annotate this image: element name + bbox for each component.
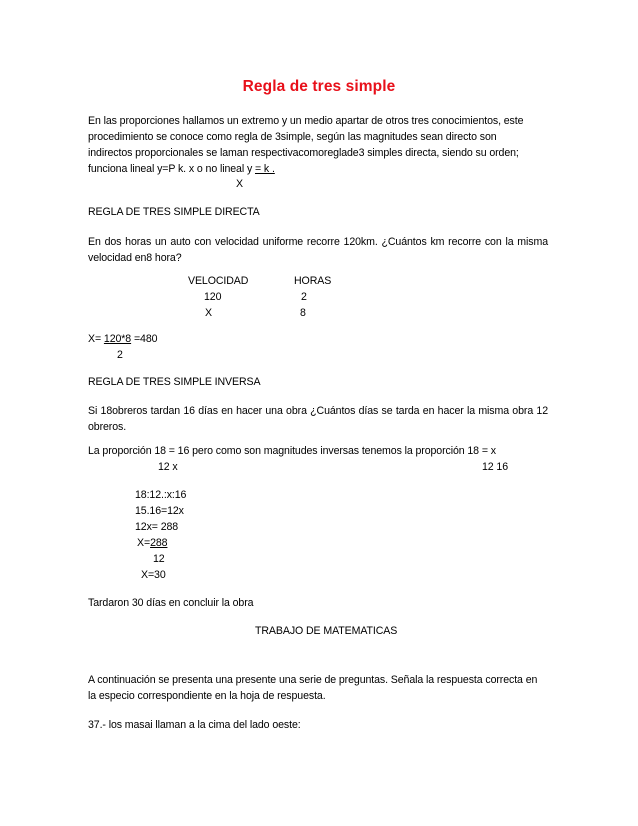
intro-line-2: procedimiento se conoce como regla de 3simple, según las magnitudes sean directo son	[88, 131, 497, 143]
heading-trabajo: TRABAJO DE MATEMATICAS	[255, 625, 398, 637]
inversa-proportion-line-1: La proporción 18 = 16 pero como son magnitudes inversas tenemos la proporción 18 = x	[88, 445, 496, 457]
intro-fraction-denominator: X	[236, 178, 243, 190]
directa-result	[88, 333, 157, 346]
directa-row2-col1: X	[205, 307, 212, 319]
directa-col1-header: VELOCIDAD	[188, 275, 249, 287]
trabajo-intro-line-1: A continuación se presenta una presente una serie de preguntas. Señala la respuesta correcta en	[88, 674, 538, 686]
directa-row2-col2: 8	[300, 307, 306, 319]
inversa-step-1: 18:12.:x:16	[135, 489, 187, 501]
directa-row1-col1: 120	[204, 291, 222, 303]
intro-line-4-text: funciona lineal y=P k. x o no lineal y	[88, 163, 255, 175]
directa-problem-line-2: velocidad en8 hora?	[88, 252, 182, 264]
trabajo-question-37: 37.- los masai llaman a la cima del lado oeste:	[88, 719, 301, 731]
inversa-proportion-right-denominator: 12 16	[482, 461, 509, 473]
directa-result-prefix: X=	[88, 333, 104, 345]
directa-problem-line-1: En dos horas un auto con velocidad uniforme recorre 120km. ¿Cuántos km recorre con la misma	[88, 236, 548, 248]
heading-directa: REGLA DE TRES SIMPLE DIRECTA	[88, 206, 260, 218]
inversa-step-4-numerator: 288	[150, 537, 168, 549]
directa-result-value: =480	[131, 333, 158, 345]
intro-line-3: indirectos proporcionales se laman respectivacomoreglade3 simples directa, siendo su orden;	[88, 147, 519, 159]
intro-line-1: En las proporciones hallamos un extremo y un medio apartar de otros tres conocimientos, este	[88, 115, 524, 127]
inversa-step-4-denominator: 12	[153, 553, 165, 565]
directa-result-denominator: 2	[117, 349, 123, 361]
intro-line-4	[88, 163, 275, 176]
directa-result-numerator: 120*8	[103, 333, 132, 345]
document-title: Regla de tres simple	[242, 78, 396, 95]
inversa-proportion-left-denominator: 12 x	[158, 461, 178, 473]
directa-col2-header: HORAS	[294, 275, 332, 287]
inversa-problem-line-2: obreros.	[88, 421, 127, 433]
inversa-step-4-prefix: X=	[137, 537, 151, 549]
inversa-problem-line-1: Si 18obreros tardan 16 días en hacer una obra ¿Cuántos días se tarda en hacer la misma obra 12	[88, 405, 548, 417]
inversa-step-5: X=30	[141, 569, 166, 581]
intro-fraction-numerator: = k .	[254, 163, 275, 175]
heading-inversa: REGLA DE TRES SIMPLE INVERSA	[88, 376, 261, 388]
inversa-step-2: 15.16=12x	[135, 505, 184, 517]
inversa-conclusion: Tardaron 30 días en concluir la obra	[88, 597, 254, 609]
directa-row1-col2: 2	[301, 291, 307, 303]
inversa-step-3: 12x= 288	[135, 521, 179, 533]
inversa-step-4	[137, 537, 167, 550]
trabajo-intro-line-2: la especio correspondiente en la hoja de respuesta.	[88, 690, 326, 702]
